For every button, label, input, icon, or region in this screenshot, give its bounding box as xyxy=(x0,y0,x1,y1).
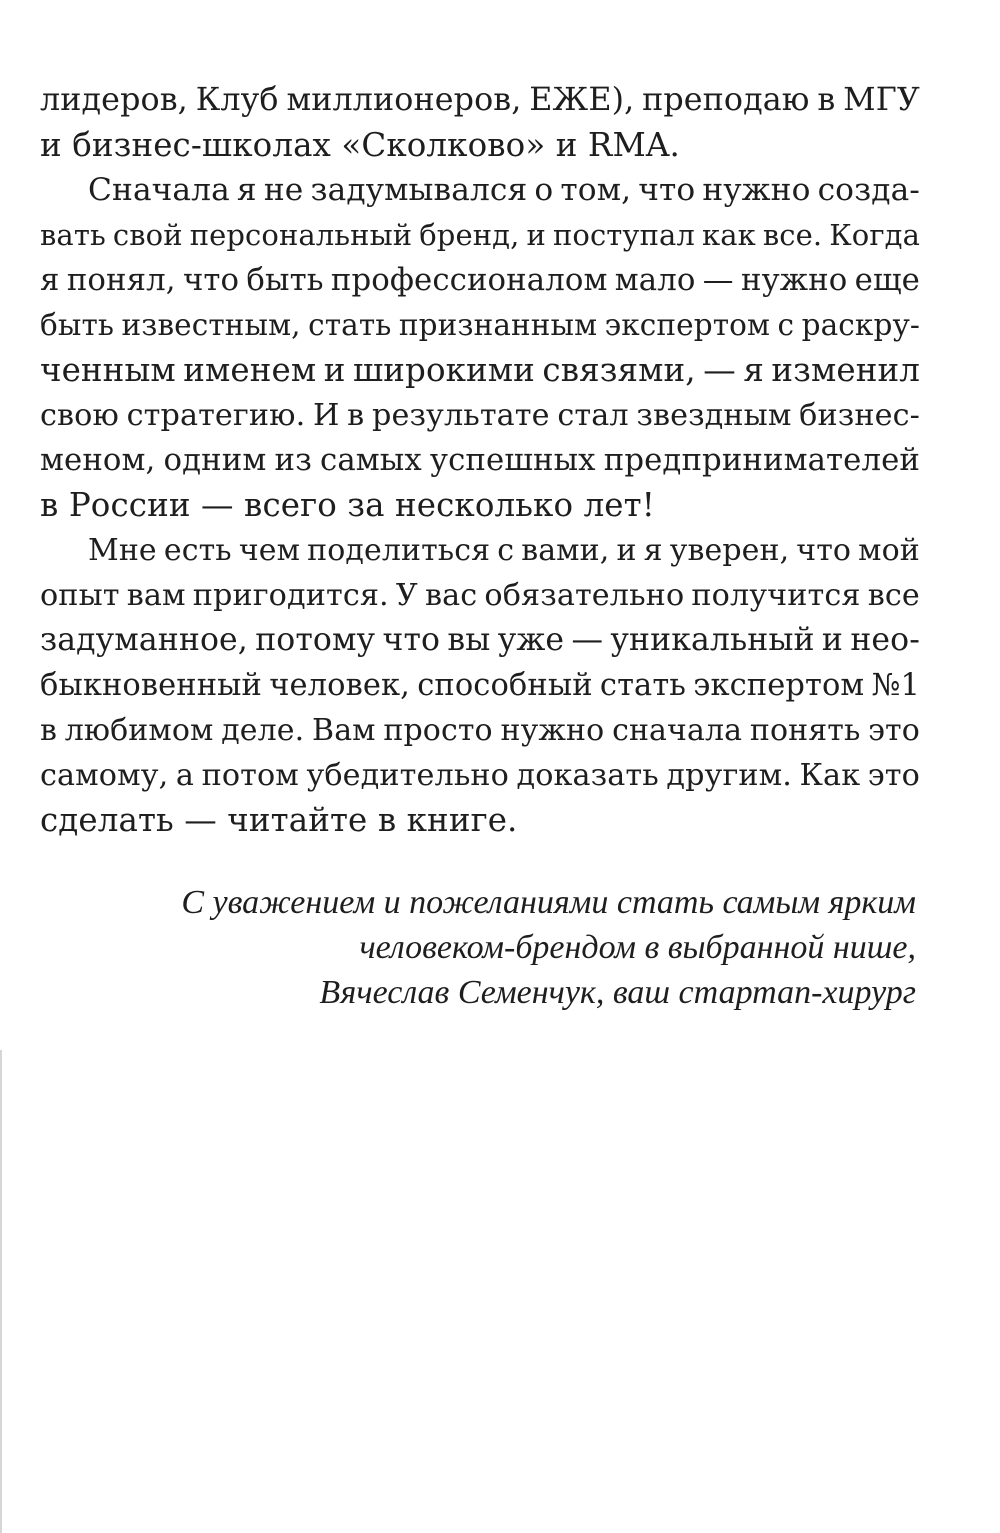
text-line xyxy=(40,258,920,303)
text-line xyxy=(40,348,920,393)
word: нужно xyxy=(500,713,605,748)
word: звездным xyxy=(636,398,792,433)
word: быкновенный xyxy=(40,668,262,703)
word: МГУ xyxy=(843,82,920,118)
word: созда- xyxy=(817,172,920,208)
word: именем xyxy=(183,351,317,389)
text-line xyxy=(40,303,920,348)
word: меном, xyxy=(40,442,156,478)
word: раскру- xyxy=(801,308,920,342)
word: преподаю xyxy=(642,82,810,118)
word: вам xyxy=(126,578,186,613)
word: бренд, xyxy=(419,218,520,252)
word: мой xyxy=(858,533,920,568)
word: стратегию. xyxy=(126,398,306,433)
word: — xyxy=(702,262,734,298)
word: самых xyxy=(320,442,422,478)
signature-line: С уважением и пожеланиями стать самым ярким xyxy=(181,884,916,921)
word: и xyxy=(616,533,637,568)
text-line xyxy=(40,123,920,168)
word: это xyxy=(867,758,920,793)
text-line xyxy=(40,798,920,843)
word: Сначала xyxy=(88,172,230,208)
word: задумывался xyxy=(310,172,528,208)
word: что xyxy=(796,533,852,568)
word: и xyxy=(821,622,844,658)
text-line-content: сделать — читайте в книге. xyxy=(40,801,518,839)
word: что xyxy=(638,172,696,208)
word: быть xyxy=(246,262,324,298)
word: что xyxy=(182,262,240,298)
word: признанным xyxy=(398,308,598,342)
word: убедительно xyxy=(306,758,509,793)
text-line xyxy=(40,483,920,528)
word: уверен, xyxy=(669,533,790,568)
word: нужно xyxy=(740,262,848,298)
word: Как xyxy=(799,758,861,793)
word: широкими xyxy=(352,351,535,389)
word: а xyxy=(175,758,195,793)
word: лидеров, xyxy=(40,82,188,118)
word: я xyxy=(743,351,764,389)
text-line xyxy=(88,168,920,213)
word: деле. xyxy=(221,713,305,748)
word: персональный xyxy=(189,218,413,252)
text-line-content: и бизнес-школах «Сколково» и RMA. xyxy=(40,126,680,164)
word: №1 xyxy=(871,668,920,703)
word: — xyxy=(571,622,604,658)
word: вать xyxy=(40,218,106,252)
word: стал xyxy=(557,398,629,433)
word: нео- xyxy=(850,622,920,658)
word: пригодится. xyxy=(192,578,389,613)
word: потом xyxy=(201,758,299,793)
word: изменил xyxy=(771,351,920,389)
word: что xyxy=(382,622,441,658)
word: есть xyxy=(163,533,232,568)
word: миллионеров, xyxy=(286,82,522,118)
word: сначала xyxy=(612,713,743,748)
word: с xyxy=(497,533,515,568)
word: и xyxy=(526,218,546,252)
word: И xyxy=(312,398,340,433)
text-line-content: в России — всего за несколько лет! xyxy=(40,486,655,524)
word: уже xyxy=(497,622,565,658)
word: человек, xyxy=(269,668,410,703)
signature-line: человеком-брендом в выбранной нише, xyxy=(359,929,916,966)
word: экспертом xyxy=(693,668,865,703)
word: поделиться xyxy=(307,533,491,568)
text-line xyxy=(40,213,920,258)
word: я xyxy=(236,172,257,208)
word: вами, xyxy=(521,533,610,568)
word: вас xyxy=(424,578,478,613)
word: связями, xyxy=(542,351,696,389)
page-edge-divider xyxy=(0,1050,2,1533)
word: задуманное, xyxy=(40,622,248,658)
word: доказать xyxy=(516,758,659,793)
word: уникальный xyxy=(610,622,815,658)
text-line xyxy=(40,78,920,123)
word: из xyxy=(274,442,312,478)
word: я xyxy=(40,262,60,298)
word: свою xyxy=(40,398,119,433)
word: стать xyxy=(308,308,392,342)
text-line xyxy=(40,663,920,708)
word: том, xyxy=(560,172,632,208)
word: известным, xyxy=(121,308,301,342)
text-line xyxy=(40,393,920,438)
word: Клуб xyxy=(195,82,279,118)
word: У xyxy=(395,578,418,613)
word: опыт xyxy=(40,578,120,613)
word: мало xyxy=(614,262,696,298)
word: я xyxy=(643,533,663,568)
word: понять xyxy=(749,713,861,748)
word: все xyxy=(867,578,920,613)
text-line xyxy=(40,753,920,798)
word: способный xyxy=(417,668,593,703)
word: просто xyxy=(383,713,493,748)
word: одним xyxy=(163,442,267,478)
word: самому, xyxy=(40,758,169,793)
word: быть xyxy=(40,308,115,342)
word: другим. xyxy=(666,758,793,793)
word: это xyxy=(868,713,920,748)
word: — xyxy=(703,351,736,389)
text-line xyxy=(88,528,920,573)
word: поступал xyxy=(552,218,695,252)
text-line xyxy=(40,573,920,618)
word: экспертом xyxy=(604,308,771,342)
word: в xyxy=(817,82,836,118)
word: понял, xyxy=(66,262,176,298)
word: в xyxy=(347,398,365,433)
word: вы xyxy=(447,622,491,658)
word: нужно xyxy=(702,172,811,208)
word: любимом xyxy=(64,713,214,748)
word: бизнес- xyxy=(799,398,920,433)
word: предпринимателей xyxy=(603,442,920,478)
text-line xyxy=(40,708,920,753)
word: и xyxy=(323,351,346,389)
word: о xyxy=(534,172,554,208)
word: как xyxy=(701,218,756,252)
word: ЕЖЕ), xyxy=(529,82,635,118)
word: Вам xyxy=(312,713,376,748)
word: с xyxy=(777,308,795,342)
word: успешных xyxy=(429,442,596,478)
word: стать xyxy=(599,668,687,703)
word: профессионалом xyxy=(330,262,608,298)
word: в xyxy=(40,713,57,748)
word: ченным xyxy=(40,351,176,389)
word: Мне xyxy=(88,533,157,568)
word: чем xyxy=(238,533,301,568)
word: обязательно xyxy=(484,578,685,613)
text-line xyxy=(40,618,920,663)
word: Когда xyxy=(829,218,920,252)
word: свой xyxy=(112,218,183,252)
word: еще xyxy=(854,262,920,298)
text-line xyxy=(40,438,920,483)
signature-author: Вячеслав Семенчук, ваш стартап-хирург xyxy=(319,974,916,1011)
word: получится xyxy=(691,578,861,613)
word: не xyxy=(263,172,304,208)
word: результате xyxy=(371,398,550,433)
word: потому xyxy=(255,622,376,658)
word: все. xyxy=(762,218,823,252)
